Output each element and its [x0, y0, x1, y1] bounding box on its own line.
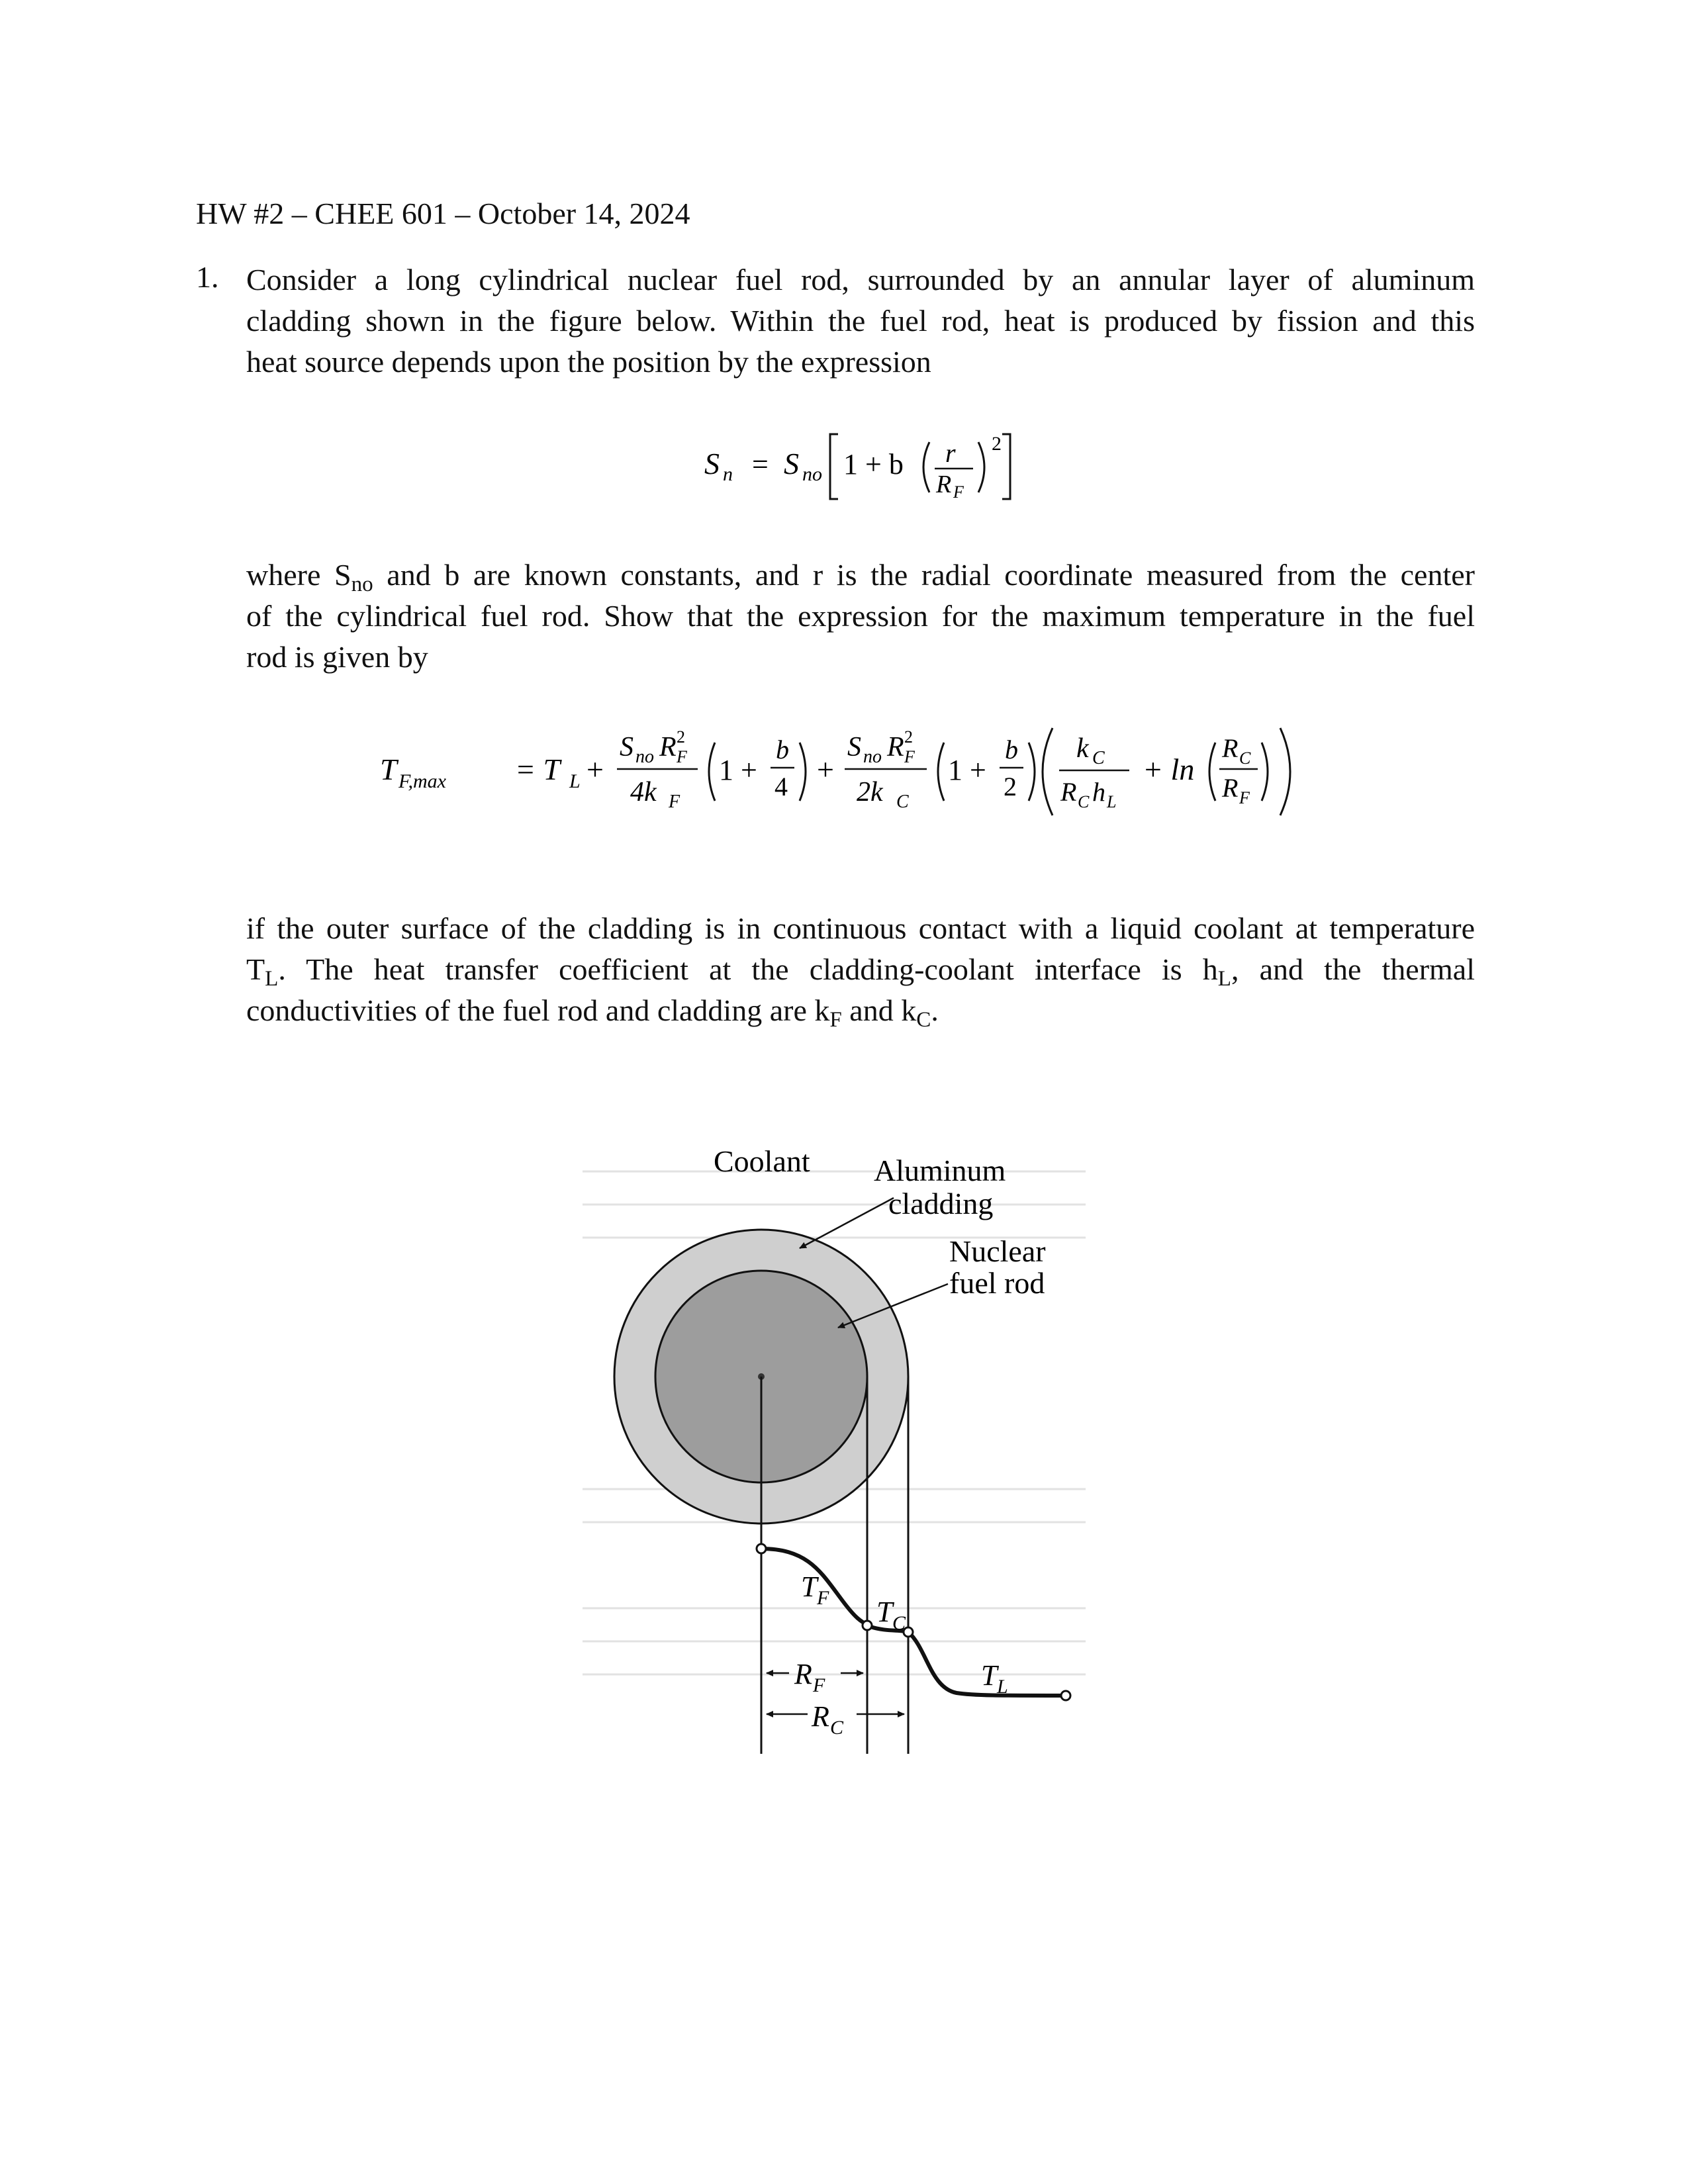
closing-line-2: $T_L$. The heat transfer coefficient at the cladding-coolant interface is $h_L$, and the thermal [246, 952, 1475, 991]
eq2-kc: k [1076, 733, 1089, 764]
eq2-ln-paren-right [1262, 743, 1268, 801]
problem-number: 1. [196, 260, 219, 294]
eq2-den2: 2k [857, 777, 883, 807]
eq2-den1: 4k [630, 777, 657, 807]
eq1-rhs-sub: no [802, 463, 822, 485]
eq2-paren-2-left [938, 743, 944, 801]
eq2-paren-1-left [709, 743, 715, 801]
eq1-right-bracket [1002, 434, 1010, 499]
intro-line-3: heat source depends upon the position by the expression [246, 345, 931, 379]
eq1-equals: = [752, 448, 769, 480]
eq2-TL-sub: L [569, 770, 581, 792]
label-TC: T [876, 1596, 893, 1628]
label-RC-sub: C [830, 1717, 844, 1739]
fuel-rod-figure [569, 1132, 1112, 1767]
where-line-2: of the cylindrical fuel rod. Show that the expression for the maximum temperature in the fuel [246, 599, 1475, 633]
where-paragraph [246, 555, 1475, 678]
eq1-right-paren [978, 442, 984, 492]
eq2-Rc2-sub: C [1239, 749, 1251, 768]
eq2-plus-2: + [817, 752, 834, 786]
label-RC: R [812, 1700, 829, 1733]
max-temperature-equation [371, 715, 1337, 827]
eq1-R-sub: F [953, 482, 964, 502]
eq2-num2-2: 2 [904, 727, 913, 747]
eq2-num1-S: S [620, 732, 633, 762]
source-equation [688, 418, 1059, 511]
label-aluminum: Aluminum [874, 1154, 1006, 1187]
label-coolant: Coolant [714, 1144, 810, 1178]
eq2-paren-2-right [1029, 743, 1035, 801]
where-line-3: rod is given by [246, 640, 428, 674]
eq2-num1-F: F [677, 747, 687, 766]
eq2-num2-S: S [847, 732, 861, 762]
where-line-1: where $S_{no}$ and b are known constants, and r is the radial coordinate measured from the center [246, 558, 1475, 597]
eq2-Rc: R [1060, 777, 1077, 807]
closing-paragraph [246, 908, 1475, 1031]
label-TF-sub: F [817, 1587, 829, 1609]
eq2-num1-2: 2 [677, 727, 685, 747]
eq2-eq-TL: = T [515, 752, 561, 786]
profile-point-center [757, 1544, 766, 1553]
label-TF: T [801, 1570, 818, 1603]
eq2-four: 4 [774, 772, 788, 801]
problem-intro [246, 259, 1475, 383]
eq2-one-plus-1: 1 + [719, 754, 757, 786]
eq2-b-1: b [776, 735, 789, 764]
eq2-Rc-sub: C [1078, 792, 1090, 811]
label-TC-sub: C [892, 1612, 906, 1634]
label-cladding: cladding [888, 1187, 994, 1220]
closing-line-3: conductivities of the fuel rod and cladding are $k_F$ and $k_C$. [246, 993, 939, 1032]
eq2-Rc2: R [1222, 733, 1239, 763]
label-RF: R [794, 1658, 812, 1690]
label-TL: T [981, 1659, 998, 1692]
label-RF-sub: F [813, 1674, 825, 1696]
eq2-num2-F: F [904, 747, 915, 766]
eq2-paren-1-right [800, 743, 806, 801]
eq2-plus-1: + [586, 752, 604, 786]
eq1-lhs-s: S [704, 447, 720, 480]
eq2-Rf2-sub: F [1239, 788, 1250, 807]
eq2-T: T [380, 752, 397, 786]
eq2-ln-paren-left [1209, 743, 1215, 801]
eq1-one-plus-b: 1 + b [843, 448, 904, 480]
eq1-r: r [945, 438, 956, 468]
eq2-hL-sub: L [1107, 792, 1117, 811]
eq2-plus-ln: + ln [1143, 752, 1195, 786]
eq1-R: R [936, 471, 952, 498]
eq2-big-paren-left [1043, 728, 1053, 815]
profile-point-rf [863, 1621, 872, 1630]
label-nuclear: Nuclear [949, 1234, 1046, 1268]
label-fuel-rod: fuel rod [949, 1266, 1045, 1300]
intro-line-2: cladding shown in the figure below. Within the fuel rod, heat is produced by fission and this [246, 304, 1475, 338]
profile-point-end [1061, 1691, 1070, 1700]
eq2-num1-R: R [659, 732, 677, 762]
eq2-den1-sub: F [669, 792, 680, 812]
eq2-den2-sub: C [896, 792, 909, 812]
eq2-Rf2: R [1222, 773, 1239, 803]
eq1-left-paren [923, 442, 929, 492]
eq2-num1-no: no [635, 747, 654, 767]
page-title: HW #2 – CHEE 601 – October 14, 2024 [196, 197, 690, 230]
intro-line-1: Consider a long cylindrical nuclear fuel rod, surrounded by an annular layer of aluminum [246, 263, 1475, 296]
eq1-left-bracket [830, 434, 838, 499]
eq2-num2-no: no [863, 747, 882, 767]
eq2-num2-R: R [887, 732, 904, 762]
eq2-big-paren-right [1280, 728, 1290, 815]
eq1-lhs-sub: n [723, 463, 733, 485]
eq1-exponent: 2 [992, 433, 1002, 455]
eq2-two: 2 [1004, 772, 1017, 801]
label-TL-sub: L [997, 1676, 1008, 1698]
eq2-hL: h [1092, 777, 1105, 807]
closing-line-1: if the outer surface of the cladding is in continuous contact with a liquid coolant at temperature [246, 911, 1475, 945]
eq2-one-plus-2: 1 + [948, 754, 986, 786]
eq2-T-sub: F,max [399, 770, 446, 792]
eq1-rhs-s: S [784, 447, 799, 480]
eq2-kc-sub: C [1092, 748, 1105, 768]
eq2-b-2: b [1005, 735, 1018, 764]
